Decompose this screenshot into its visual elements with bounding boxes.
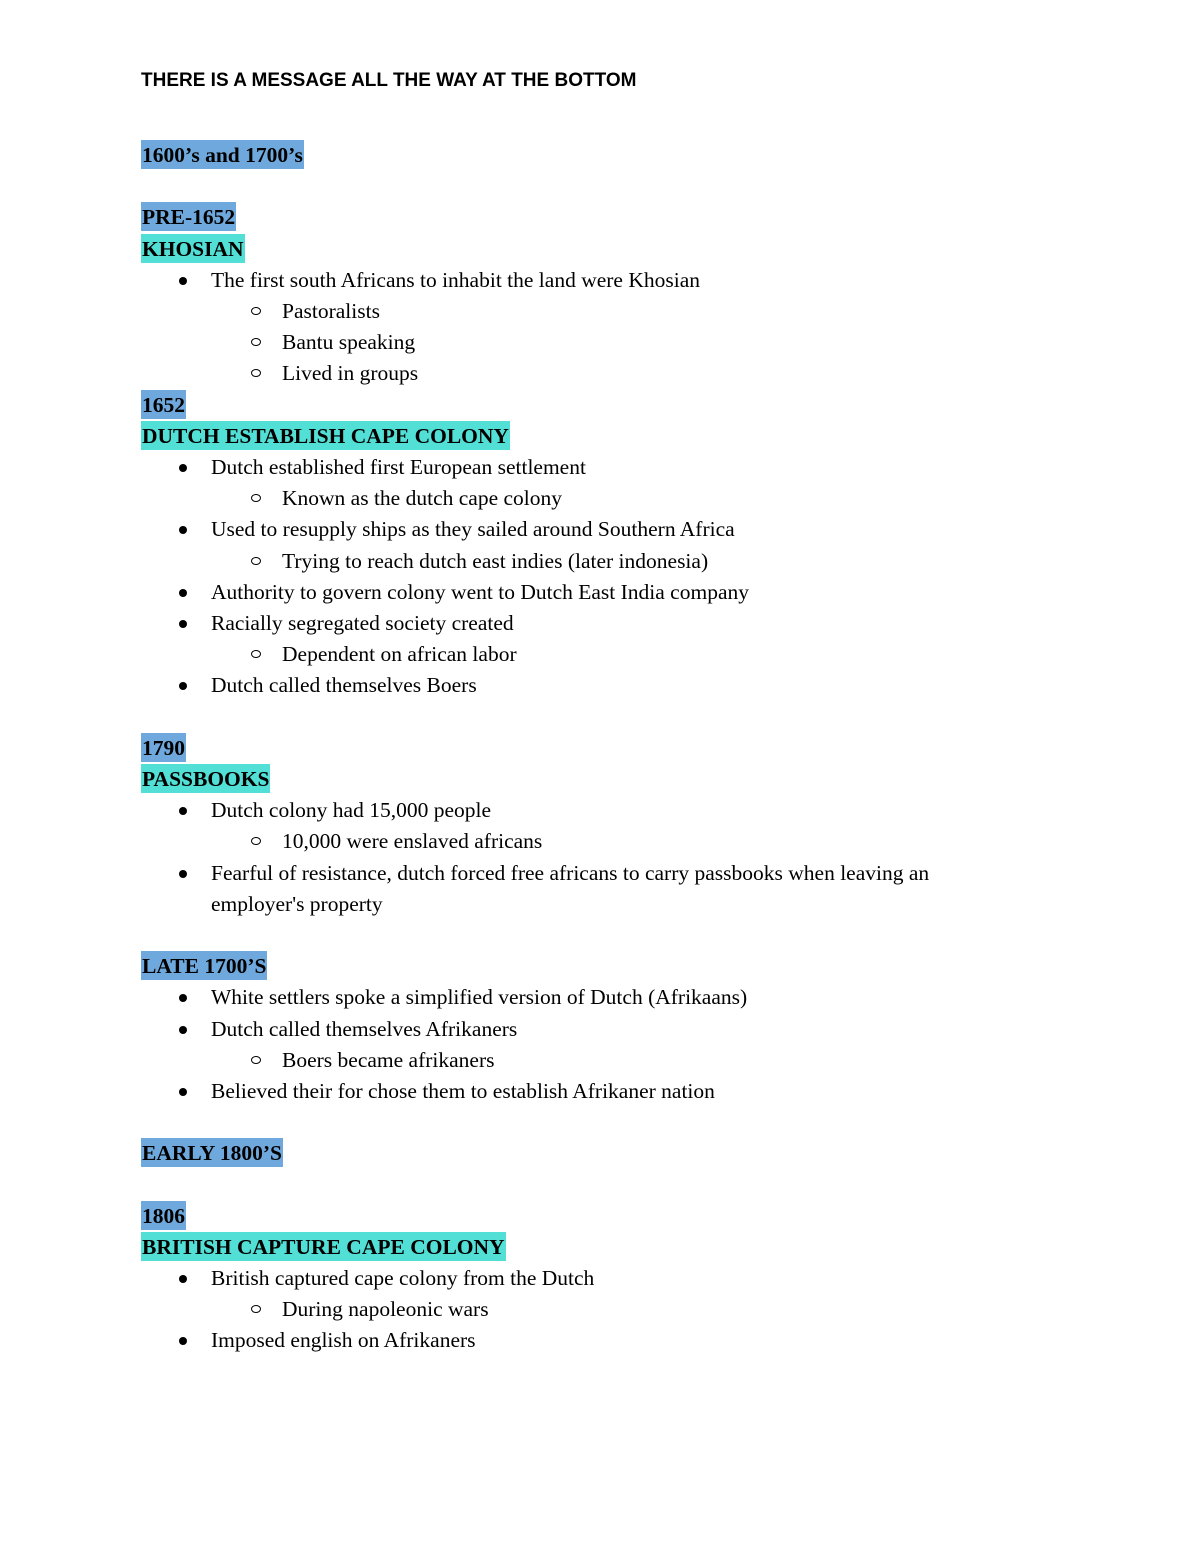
list-item-text: Dutch called themselves Afrikaners xyxy=(211,1016,518,1041)
sub-bullet-list xyxy=(211,483,1041,514)
list-item-text: Believed their for chose them to establish Afrikaner nation xyxy=(211,1078,715,1103)
bullet-circle-icon xyxy=(251,650,261,658)
era-heading-line xyxy=(141,140,1041,171)
sub-list-item-text: Lived in groups xyxy=(282,361,419,386)
section-topic-line xyxy=(141,234,1041,265)
bullet-circle-icon xyxy=(251,369,261,377)
sub-list-item xyxy=(141,826,1041,857)
sub-list-item xyxy=(141,296,1041,327)
section xyxy=(141,951,1041,1138)
sub-list-item-text: Boers became afrikaners xyxy=(282,1047,495,1072)
bullet-list xyxy=(141,265,1041,390)
bullet-dot-icon xyxy=(179,1337,187,1345)
bullet-circle-icon xyxy=(251,338,261,346)
sub-bullet-list xyxy=(211,639,1041,670)
list-item-text: The first south Africans to inhabit the land were Khosian xyxy=(211,267,701,292)
list-item-text: Imposed english on Afrikaners xyxy=(211,1328,476,1353)
sections-container xyxy=(141,202,1041,1356)
bullet-list xyxy=(141,1263,1041,1357)
sub-bullet-list xyxy=(211,826,1041,857)
bullet-dot-icon xyxy=(179,870,187,878)
bullet-dot-icon xyxy=(179,807,187,815)
list-item-text: Used to resupply ships as they sailed around Southern Africa xyxy=(211,517,735,542)
sub-list-item xyxy=(141,358,1041,389)
sub-list-item xyxy=(141,327,1041,358)
sub-list-item-text: Bantu speaking xyxy=(282,330,416,355)
section-year: 1652 xyxy=(141,390,186,419)
section-year: EARLY 1800’S xyxy=(141,1138,283,1167)
bullet-circle-icon xyxy=(251,307,261,315)
list-item-text: Dutch colony had 15,000 people xyxy=(211,798,492,823)
spacer xyxy=(141,920,1041,951)
spacer xyxy=(141,702,1041,733)
section xyxy=(141,202,1041,389)
section-year-line xyxy=(141,1138,1041,1169)
sub-list-item xyxy=(141,1294,1041,1325)
bullet-circle-icon xyxy=(251,557,261,565)
section-year: 1806 xyxy=(141,1201,186,1230)
list-item xyxy=(141,670,1041,701)
section xyxy=(141,1201,1041,1357)
section-topic: DUTCH ESTABLISH CAPE COLONY xyxy=(141,421,510,450)
bullet-dot-icon xyxy=(179,277,187,285)
bullet-dot-icon xyxy=(179,620,187,628)
list-item-text: Dutch called themselves Boers xyxy=(211,673,477,698)
list-item xyxy=(141,265,1041,390)
list-item xyxy=(141,608,1041,670)
sub-bullet-list xyxy=(211,546,1041,577)
sub-list-item xyxy=(141,483,1041,514)
list-item xyxy=(141,1014,1041,1076)
list-item-text: Racially segregated society created xyxy=(211,610,514,635)
sub-list-item-text: Dependent on african labor xyxy=(282,642,517,667)
document-body xyxy=(141,140,1041,1357)
sub-list-item-text: Pastoralists xyxy=(282,298,380,323)
sub-list-item xyxy=(141,546,1041,577)
era-heading: 1600’s and 1700’s xyxy=(141,140,304,169)
spacer xyxy=(141,171,1041,202)
list-item-text: White settlers spoke a simplified version of Dutch (Afrikaans) xyxy=(211,985,748,1010)
sub-bullet-list xyxy=(211,1294,1041,1325)
section-year: 1790 xyxy=(141,733,186,762)
bullet-dot-icon xyxy=(179,1275,187,1283)
section-topic: BRITISH CAPTURE CAPE COLONY xyxy=(141,1232,506,1261)
list-item xyxy=(141,795,1041,857)
sub-list-item-text: During napoleonic wars xyxy=(282,1297,489,1322)
bullet-list xyxy=(141,795,1041,920)
section-year-line xyxy=(141,390,1041,421)
section-topic-line xyxy=(141,764,1041,795)
bullet-circle-icon xyxy=(251,494,261,502)
section-year: LATE 1700’S xyxy=(141,951,267,980)
sub-list-item xyxy=(141,639,1041,670)
bullet-dot-icon xyxy=(179,526,187,534)
list-item-text: Authority to govern colony went to Dutch East India company xyxy=(211,579,749,604)
section xyxy=(141,1138,1041,1200)
sub-bullet-list xyxy=(211,1045,1041,1076)
list-item-text: Fearful of resistance, dutch forced free africans to carry passbooks when leaving an employer's property xyxy=(211,860,930,916)
section-year-line xyxy=(141,202,1041,233)
section-year-line xyxy=(141,733,1041,764)
bullet-dot-icon xyxy=(179,1088,187,1096)
bullet-list xyxy=(141,452,1041,702)
list-item xyxy=(141,577,1041,608)
list-item-text: British captured cape colony from the Dutch xyxy=(211,1266,595,1291)
bullet-list xyxy=(141,982,1041,1107)
list-item xyxy=(141,1325,1041,1356)
section-topic: KHOSIAN xyxy=(141,234,245,263)
bullet-dot-icon xyxy=(179,1026,187,1034)
section-year: PRE-1652 xyxy=(141,202,236,231)
list-item xyxy=(141,982,1041,1013)
spacer xyxy=(141,1170,1041,1201)
list-item xyxy=(141,452,1041,514)
top-message: THERE IS A MESSAGE ALL THE WAY AT THE BOTTOM xyxy=(141,70,637,91)
list-item-text: Dutch established first European settlement xyxy=(211,454,586,479)
sub-list-item-text: Trying to reach dutch east indies (later indonesia) xyxy=(282,548,709,573)
sub-list-item xyxy=(141,1045,1041,1076)
sub-bullet-list xyxy=(211,296,1041,390)
bullet-circle-icon xyxy=(251,1305,261,1313)
list-item xyxy=(141,1076,1041,1107)
section-year-line xyxy=(141,1201,1041,1232)
section-topic: PASSBOOKS xyxy=(141,764,270,793)
bullet-dot-icon xyxy=(179,994,187,1002)
list-item xyxy=(141,514,1041,576)
section-topic-line xyxy=(141,421,1041,452)
bullet-circle-icon xyxy=(251,1056,261,1064)
spacer xyxy=(141,1107,1041,1138)
section-year-line xyxy=(141,951,1041,982)
sub-list-item-text: 10,000 were enslaved africans xyxy=(282,829,543,854)
section-topic-line xyxy=(141,1232,1041,1263)
bullet-dot-icon xyxy=(179,464,187,472)
sub-list-item-text: Known as the dutch cape colony xyxy=(282,486,563,511)
list-item xyxy=(141,1263,1041,1325)
list-item xyxy=(141,858,1041,920)
section xyxy=(141,390,1041,733)
bullet-dot-icon xyxy=(179,589,187,597)
section xyxy=(141,733,1041,951)
bullet-circle-icon xyxy=(251,837,261,845)
bullet-dot-icon xyxy=(179,682,187,690)
